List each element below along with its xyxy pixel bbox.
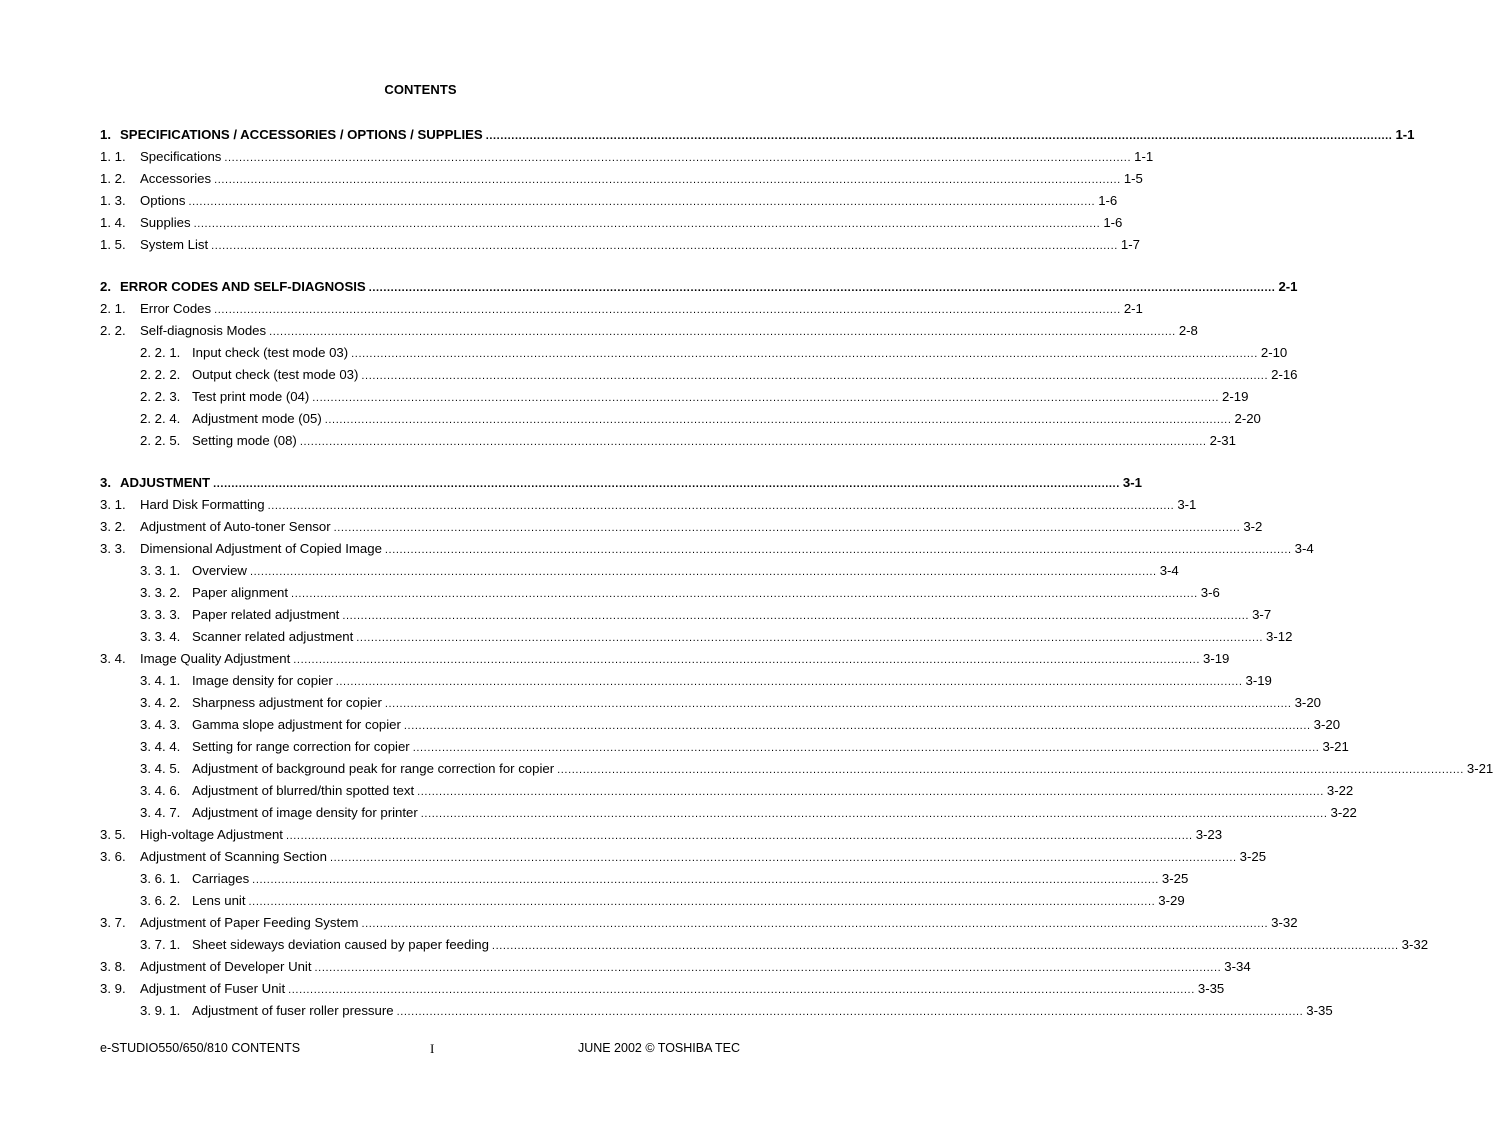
toc-entry-number: 3. 4. 6.	[140, 783, 181, 798]
toc-subsection-entry[interactable]	[100, 736, 1349, 758]
toc-entry-page: 3-4	[1159, 563, 1179, 578]
toc-entry-page: 3-19	[1203, 651, 1230, 666]
footer-document-name: e-STUDIO550/650/810 CONTENTS	[100, 1041, 301, 1055]
toc-dot-leader	[291, 582, 1198, 605]
toc-dot-leader	[404, 714, 1311, 737]
toc-entry-title: Adjustment of Fuser Unit	[140, 981, 286, 996]
toc-subsection-entry[interactable]	[100, 342, 1288, 364]
toc-entry-page: 2-31	[1209, 433, 1236, 448]
toc-entry-title: Image Quality Adjustment	[140, 651, 291, 666]
toc-dot-leader	[330, 846, 1237, 869]
toc-entry-page: 3-6	[1200, 585, 1220, 600]
page-title: CONTENTS	[384, 82, 457, 97]
toc-entry-page: 3-20	[1294, 695, 1321, 710]
toc-dot-leader	[356, 626, 1263, 649]
toc-subsection-entry[interactable]	[100, 408, 1261, 430]
toc-entry-number: 3. 4. 1.	[140, 673, 181, 688]
toc-section-entry[interactable]	[100, 978, 1225, 1000]
toc-entry-title: Paper related adjustment	[192, 607, 340, 622]
toc-dot-leader	[224, 146, 1131, 169]
toc-entry-page: 2-8	[1178, 323, 1198, 338]
toc-entry-number: 3. 3. 2.	[140, 585, 181, 600]
toc-dot-leader	[334, 516, 1241, 539]
toc-entry-page: 3-35	[1306, 1003, 1333, 1018]
toc-entry-number: 2. 2. 4.	[140, 411, 181, 426]
toc-entry-number: 3. 6. 1.	[140, 871, 181, 886]
toc-entry-number: 3. 6.	[100, 849, 126, 864]
toc-section-entry[interactable]	[100, 168, 1143, 190]
toc-subsection-entry[interactable]	[100, 582, 1220, 604]
toc-entry-number: 3. 5.	[100, 827, 126, 842]
toc-entry-page: 1-7	[1120, 237, 1140, 252]
toc-subsection-entry[interactable]	[100, 802, 1357, 824]
toc-dot-leader	[312, 386, 1219, 409]
toc-entry-title: Setting mode (08)	[192, 433, 297, 448]
toc-entry-page: 2-1	[1123, 301, 1143, 316]
toc-dot-leader	[361, 364, 1268, 387]
toc-entry-number: 2. 2. 3.	[140, 389, 181, 404]
toc-entry-page: 1-1	[1395, 127, 1415, 142]
toc-chapter-block	[100, 124, 1415, 256]
toc-entry-title: Setting for range correction for copier	[192, 739, 410, 754]
toc-entry-title: Supplies	[140, 215, 191, 230]
toc-entry-title: Error Codes	[140, 301, 212, 316]
footer-page-number: I	[430, 1041, 435, 1056]
toc-dot-leader	[188, 190, 1095, 213]
toc-subsection-entry[interactable]	[100, 758, 1493, 780]
toc-subsection-entry[interactable]	[100, 780, 1354, 802]
toc-section-entry[interactable]	[100, 538, 1314, 560]
toc-entry-title: Test print mode (04)	[192, 389, 310, 404]
toc-entry-title: ADJUSTMENT	[120, 475, 211, 490]
toc-entry-number: 3. 9. 1.	[140, 1003, 181, 1018]
toc-entry-title: Self-diagnosis Modes	[140, 323, 267, 338]
toc-entry-title: Overview	[192, 563, 247, 578]
toc-entry-number: 1. 4.	[100, 215, 126, 230]
toc-section-entry[interactable]	[100, 298, 1143, 320]
toc-subsection-entry[interactable]	[100, 626, 1293, 648]
toc-subsection-entry[interactable]	[100, 934, 1429, 956]
toc-subsection-entry[interactable]	[100, 670, 1272, 692]
toc-dot-leader	[325, 408, 1232, 431]
toc-entry-page: 2-16	[1271, 367, 1298, 382]
toc-entry-title: Accessories	[140, 171, 212, 186]
toc-entry-page: 3-25	[1161, 871, 1189, 886]
toc-dot-leader	[351, 342, 1258, 365]
toc-dot-leader	[492, 934, 1399, 957]
footer-date-company: JUNE 2002 © TOSHIBA TEC	[577, 1041, 740, 1055]
toc-section-entry[interactable]	[100, 912, 1298, 934]
toc-entry-page: 3-12	[1266, 629, 1293, 644]
toc-dot-leader	[194, 212, 1101, 235]
toc-entry-page: 1-6	[1098, 193, 1118, 208]
toc-entry-page: 3-32	[1401, 937, 1429, 952]
toc-entry-number: 3. 4. 5.	[140, 761, 181, 776]
toc-entry-number: 1. 5.	[100, 237, 126, 252]
toc-dot-leader	[385, 692, 1292, 715]
toc-entry-number: 3. 1.	[100, 497, 126, 512]
toc-entry-page: 3-7	[1252, 607, 1272, 622]
toc-entry-number: 3. 6. 2.	[140, 893, 181, 908]
toc-chapter-entry[interactable]	[100, 276, 1298, 298]
toc-entry-page: 2-20	[1234, 411, 1261, 426]
toc-chapter-block	[100, 276, 1298, 452]
toc-entry-page: 3-23	[1195, 827, 1223, 842]
toc-entry-number: 3. 4. 3.	[140, 717, 181, 732]
page-footer	[100, 1041, 740, 1059]
toc-entry-page: 3-2	[1243, 519, 1263, 534]
toc-subsection-entry[interactable]	[100, 1000, 1333, 1022]
toc-section-entry[interactable]	[100, 190, 1118, 212]
table-of-contents	[100, 124, 1493, 1042]
toc-entry-number: 3. 4. 4.	[140, 739, 181, 754]
toc-entry-number: 3. 4.	[100, 651, 126, 666]
toc-entry-title: Carriages	[192, 871, 250, 886]
toc-dot-leader	[268, 494, 1175, 517]
toc-entry-title: Hard Disk Formatting	[140, 497, 265, 512]
toc-entry-title: SPECIFICATIONS / ACCESSORIES / OPTIONS / SUPPLIES	[120, 127, 483, 142]
toc-entry-number: 3. 2.	[100, 519, 126, 534]
toc-entry-title: Scanner related adjustment	[192, 629, 354, 644]
toc-entry-number: 2. 1.	[100, 301, 126, 316]
toc-entry-number: 2. 2. 1.	[140, 345, 181, 360]
toc-entry-page: 3-29	[1158, 893, 1185, 908]
toc-chapter-block	[100, 472, 1493, 1022]
toc-entry-page: 3-35	[1197, 981, 1225, 996]
toc-entry-title: Adjustment of fuser roller pressure	[192, 1003, 394, 1018]
toc-section-entry[interactable]	[100, 516, 1263, 538]
toc-entry-number: 3.	[100, 475, 111, 490]
toc-entry-page: 3-4	[1294, 541, 1314, 556]
toc-dot-leader	[300, 430, 1207, 453]
toc-entry-title: Adjustment of Paper Feeding System	[140, 915, 359, 930]
toc-section-entry[interactable]	[100, 320, 1198, 342]
toc-section-entry[interactable]	[100, 648, 1230, 670]
toc-subsection-entry[interactable]	[100, 890, 1185, 912]
toc-dot-leader	[486, 124, 1393, 147]
toc-subsection-entry[interactable]	[100, 364, 1298, 386]
toc-chapter-entry[interactable]	[100, 472, 1142, 494]
toc-entry-title: Adjustment of Scanning Section	[140, 849, 327, 864]
toc-subsection-entry[interactable]	[100, 714, 1341, 736]
toc-entry-title: Paper alignment	[192, 585, 289, 600]
toc-dot-leader	[288, 978, 1195, 1001]
toc-subsection-entry[interactable]	[100, 430, 1236, 452]
toc-dot-leader	[214, 298, 1121, 321]
toc-entry-title: Adjustment mode (05)	[192, 411, 322, 426]
toc-entry-number: 3. 3. 3.	[140, 607, 181, 622]
toc-entry-number: 3. 4. 2.	[140, 695, 181, 710]
toc-dot-leader	[385, 538, 1292, 561]
toc-dot-leader	[249, 890, 1156, 913]
toc-entry-page: 3-22	[1330, 805, 1357, 820]
toc-entry-title: Adjustment of Developer Unit	[140, 959, 312, 974]
toc-dot-leader	[557, 758, 1464, 781]
toc-subsection-entry[interactable]	[100, 386, 1249, 408]
toc-section-entry[interactable]	[100, 846, 1267, 868]
toc-entry-page: 3-20	[1313, 717, 1341, 732]
toc-entry-number: 3. 3.	[100, 541, 126, 556]
toc-entry-number: 3. 3. 4.	[140, 629, 181, 644]
toc-entry-page: 3-22	[1326, 783, 1354, 798]
toc-entry-page: 3-1	[1177, 497, 1197, 512]
toc-dot-leader	[211, 234, 1118, 257]
toc-dot-leader	[213, 472, 1120, 495]
toc-dot-leader	[361, 912, 1268, 935]
toc-entry-title: Input check (test mode 03)	[192, 345, 349, 360]
toc-subsection-entry[interactable]	[100, 604, 1272, 626]
toc-entry-number: 3. 7. 1.	[140, 937, 181, 952]
toc-entry-title: Specifications	[140, 149, 222, 164]
toc-entry-title: Lens unit	[192, 893, 246, 908]
toc-entry-title: Sheet sideways deviation caused by paper feeding	[192, 937, 489, 952]
toc-entry-page: 3-25	[1239, 849, 1267, 864]
toc-entry-title: ERROR CODES AND SELF-DIAGNOSIS	[120, 279, 366, 294]
toc-entry-title: High-voltage Adjustment	[140, 827, 283, 842]
toc-dot-leader	[342, 604, 1249, 627]
toc-section-entry[interactable]	[100, 146, 1154, 168]
toc-entry-title: Output check (test mode 03)	[192, 367, 359, 382]
toc-entry-title: System List	[140, 237, 209, 252]
toc-entry-number: 3. 7.	[100, 915, 126, 930]
toc-dot-leader	[214, 168, 1121, 191]
toc-entry-number: 1.	[100, 127, 111, 142]
toc-dot-leader	[250, 560, 1157, 583]
toc-section-entry[interactable]	[100, 234, 1140, 256]
toc-dot-leader	[397, 1000, 1304, 1023]
toc-entry-page: 2-10	[1260, 345, 1288, 360]
toc-chapter-entry[interactable]	[100, 124, 1415, 146]
toc-entry-page: 1-6	[1103, 215, 1123, 230]
toc-entry-number: 2.	[100, 279, 111, 294]
toc-entry-page: 2-1	[1278, 279, 1298, 294]
toc-subsection-entry[interactable]	[100, 868, 1189, 890]
toc-entry-page: 3-21	[1322, 739, 1349, 754]
toc-dot-leader	[336, 670, 1243, 693]
toc-dot-leader	[315, 956, 1222, 979]
toc-entry-page: 3-19	[1245, 673, 1272, 688]
toc-entry-number: 3. 8.	[100, 959, 126, 974]
toc-dot-leader	[293, 648, 1200, 671]
toc-section-entry[interactable]	[100, 212, 1123, 234]
toc-entry-page: 3-34	[1224, 959, 1251, 974]
toc-entry-title: Gamma slope adjustment for copier	[192, 717, 401, 732]
toc-entry-title: Adjustment of background peak for range correction for copier	[192, 761, 555, 776]
toc-entry-page: 3-32	[1271, 915, 1298, 930]
toc-dot-leader	[269, 320, 1176, 343]
toc-section-entry[interactable]	[100, 824, 1223, 846]
toc-entry-page: 3-21	[1466, 761, 1493, 776]
toc-entry-number: 2. 2.	[100, 323, 126, 338]
toc-dot-leader	[252, 868, 1159, 891]
toc-entry-page: 1-1	[1134, 149, 1154, 164]
toc-entry-title: Image density for copier	[192, 673, 333, 688]
toc-entry-number: 1. 3.	[100, 193, 126, 208]
toc-dot-leader	[369, 276, 1276, 299]
toc-entry-number: 1. 1.	[100, 149, 126, 164]
toc-entry-title: Dimensional Adjustment of Copied Image	[140, 541, 382, 556]
toc-entry-number: 3. 4. 7.	[140, 805, 181, 820]
toc-entry-number: 2. 2. 5.	[140, 433, 181, 448]
toc-subsection-entry[interactable]	[100, 692, 1321, 714]
toc-entry-number: 1. 2.	[100, 171, 126, 186]
toc-dot-leader	[413, 736, 1320, 759]
toc-entry-title: Adjustment of image density for printer	[192, 805, 418, 820]
toc-entry-title: Sharpness adjustment for copier	[192, 695, 382, 710]
toc-entry-title: Options	[140, 193, 186, 208]
toc-entry-number: 3. 9.	[100, 981, 126, 996]
toc-entry-title: Adjustment of Auto-toner Sensor	[140, 519, 331, 534]
toc-entry-number: 3. 3. 1.	[140, 563, 181, 578]
toc-entry-page: 2-19	[1222, 389, 1249, 404]
toc-dot-leader	[286, 824, 1193, 847]
toc-section-entry[interactable]	[100, 956, 1251, 978]
toc-subsection-entry[interactable]	[100, 560, 1179, 582]
toc-dot-leader	[417, 780, 1324, 803]
toc-section-entry[interactable]	[100, 494, 1197, 516]
toc-entry-page: 3-1	[1122, 475, 1142, 490]
toc-entry-page: 1-5	[1123, 171, 1143, 186]
toc-entry-title: Adjustment of blurred/thin spotted text	[192, 783, 415, 798]
toc-entry-number: 2. 2. 2.	[140, 367, 181, 382]
toc-dot-leader	[421, 802, 1328, 825]
